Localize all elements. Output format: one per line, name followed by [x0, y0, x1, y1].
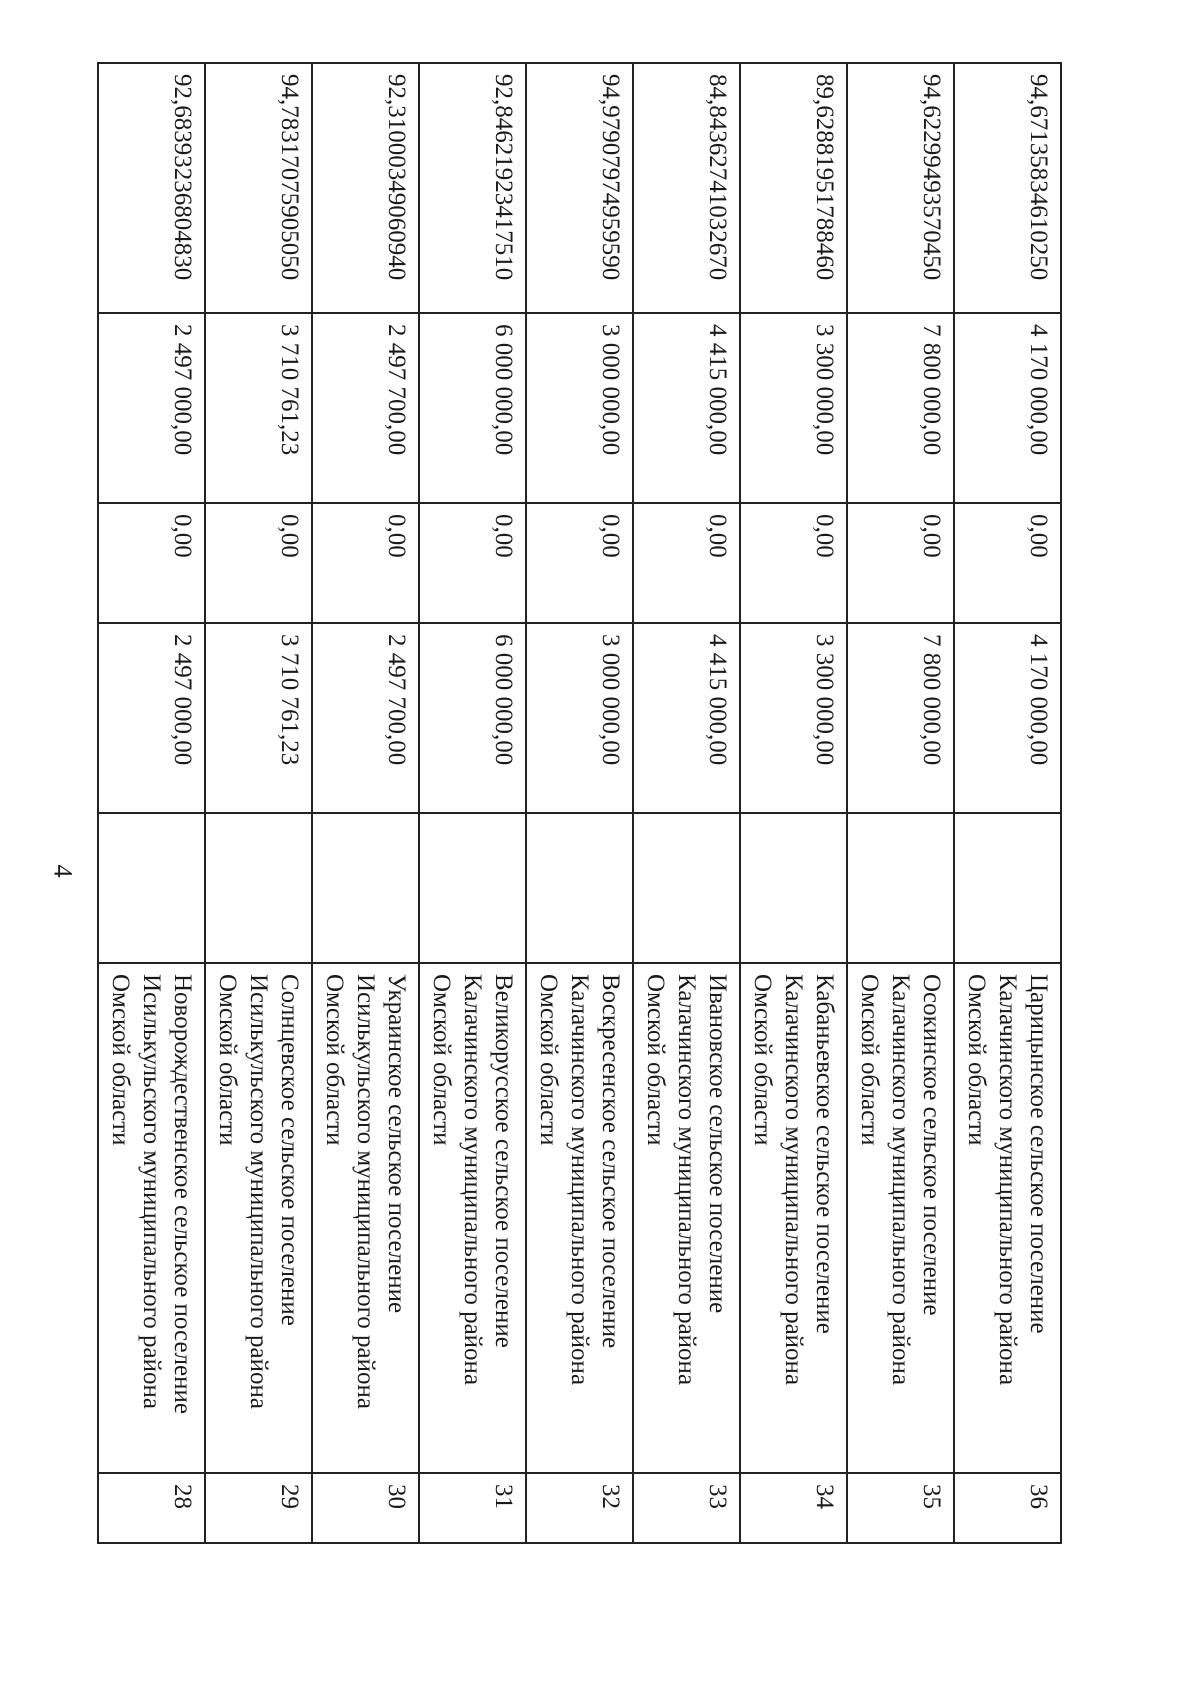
table-row	[633, 63, 740, 1543]
zero-cell: 0,00	[954, 503, 1061, 623]
percent-cell: 92,6839323680483​0	[98, 63, 205, 313]
page-number: 4	[48, 864, 78, 878]
value-cell: 4 415 000,00	[633, 623, 740, 813]
total-cell: 2 497 700,00	[312, 313, 419, 503]
name-cell: Украинское сельское поселение Исилькульского муниципального района Омской области	[312, 963, 419, 1473]
zero-cell: 0,00	[633, 503, 740, 623]
total-cell: 2 497 000,00	[98, 313, 205, 503]
percent-cell: 94,78317075905050	[205, 63, 312, 313]
total-cell: 7 800 000,00	[847, 313, 954, 503]
table-row	[419, 63, 526, 1543]
total-cell: 3 000 000,00	[526, 313, 633, 503]
value-cell: 7 800 000,00	[847, 623, 954, 813]
percent-cell: 92,31000349060940	[312, 63, 419, 313]
percent-cell: 94,97907974959590	[526, 63, 633, 313]
percent-cell: 89,62881951788460	[740, 63, 847, 313]
name-cell: Солнцевское сельское поселение Исилькульского муниципального района Омской области	[205, 963, 312, 1473]
num-cell: 34	[740, 1473, 847, 1543]
table-row	[98, 63, 205, 1543]
total-cell: 4 415 000,00	[633, 313, 740, 503]
percent-cell: 94,67135834610250	[954, 63, 1061, 313]
total-cell: 3 710 761,23	[205, 313, 312, 503]
value-cell: 6 000 000,00	[419, 623, 526, 813]
empty-cell	[954, 813, 1061, 963]
total-cell: 4 170 000,00	[954, 313, 1061, 503]
table-row	[954, 63, 1061, 1543]
name-cell: Царицынское сельское поселение Калачинского муниципального района Омской области	[954, 963, 1061, 1473]
name-cell: Воскресенское сельское поселение Калачинского муниципального района Омской области	[526, 963, 633, 1473]
value-cell: 3 300 000,00	[740, 623, 847, 813]
num-cell: 28	[98, 1473, 205, 1543]
percent-cell: 94,62299493570450	[847, 63, 954, 313]
data-table	[97, 62, 1062, 1544]
zero-cell: 0,00	[740, 503, 847, 623]
zero-cell: 0,00	[847, 503, 954, 623]
name-cell: Ивановское сельское поселение Калачинского муниципального района Омской области	[633, 963, 740, 1473]
value-cell: 2 497 000,00	[98, 623, 205, 813]
num-cell: 32	[526, 1473, 633, 1543]
table-body	[98, 63, 1061, 1543]
zero-cell: 0,00	[526, 503, 633, 623]
num-cell: 36	[954, 1473, 1061, 1543]
value-cell: 3 710 761,23	[205, 623, 312, 813]
num-cell: 31	[419, 1473, 526, 1543]
table-row	[847, 63, 954, 1543]
name-cell: Осокинское сельское поселение Калачинского муниципального района Омской области	[847, 963, 954, 1473]
empty-cell	[847, 813, 954, 963]
num-cell: 33	[633, 1473, 740, 1543]
value-cell: 3 000 000,00	[526, 623, 633, 813]
num-cell: 30	[312, 1473, 419, 1543]
empty-cell	[419, 813, 526, 963]
empty-cell	[740, 813, 847, 963]
num-cell: 35	[847, 1473, 954, 1543]
zero-cell: 0,00	[312, 503, 419, 623]
empty-cell	[526, 813, 633, 963]
empty-cell	[633, 813, 740, 963]
empty-cell	[98, 813, 205, 963]
zero-cell: 0,00	[419, 503, 526, 623]
zero-cell: 0,00	[98, 503, 205, 623]
zero-cell: 0,00	[205, 503, 312, 623]
table-row	[312, 63, 419, 1543]
table-row	[526, 63, 633, 1543]
name-cell: Великорусское сельское поселение Калачинского муниципального района Омской области	[419, 963, 526, 1473]
table-rotator	[102, 62, 1062, 1542]
table-row	[205, 63, 312, 1543]
percent-cell: 84,84362741032670	[633, 63, 740, 313]
percent-cell: 92,84621923417510	[419, 63, 526, 313]
name-cell: Новорождественское сельское поселение Исилькульского муниципального района Омской области	[98, 963, 205, 1473]
empty-cell	[205, 813, 312, 963]
value-cell: 2 497 700,00	[312, 623, 419, 813]
name-cell: Кабаньевское сельское поселение Калачинского муниципального района Омской области	[740, 963, 847, 1473]
value-cell: 4 170 000,00	[954, 623, 1061, 813]
total-cell: 3 300 000,00	[740, 313, 847, 503]
total-cell: 6 000 000,00	[419, 313, 526, 503]
num-cell: 29	[205, 1473, 312, 1543]
table-row	[740, 63, 847, 1543]
empty-cell	[312, 813, 419, 963]
